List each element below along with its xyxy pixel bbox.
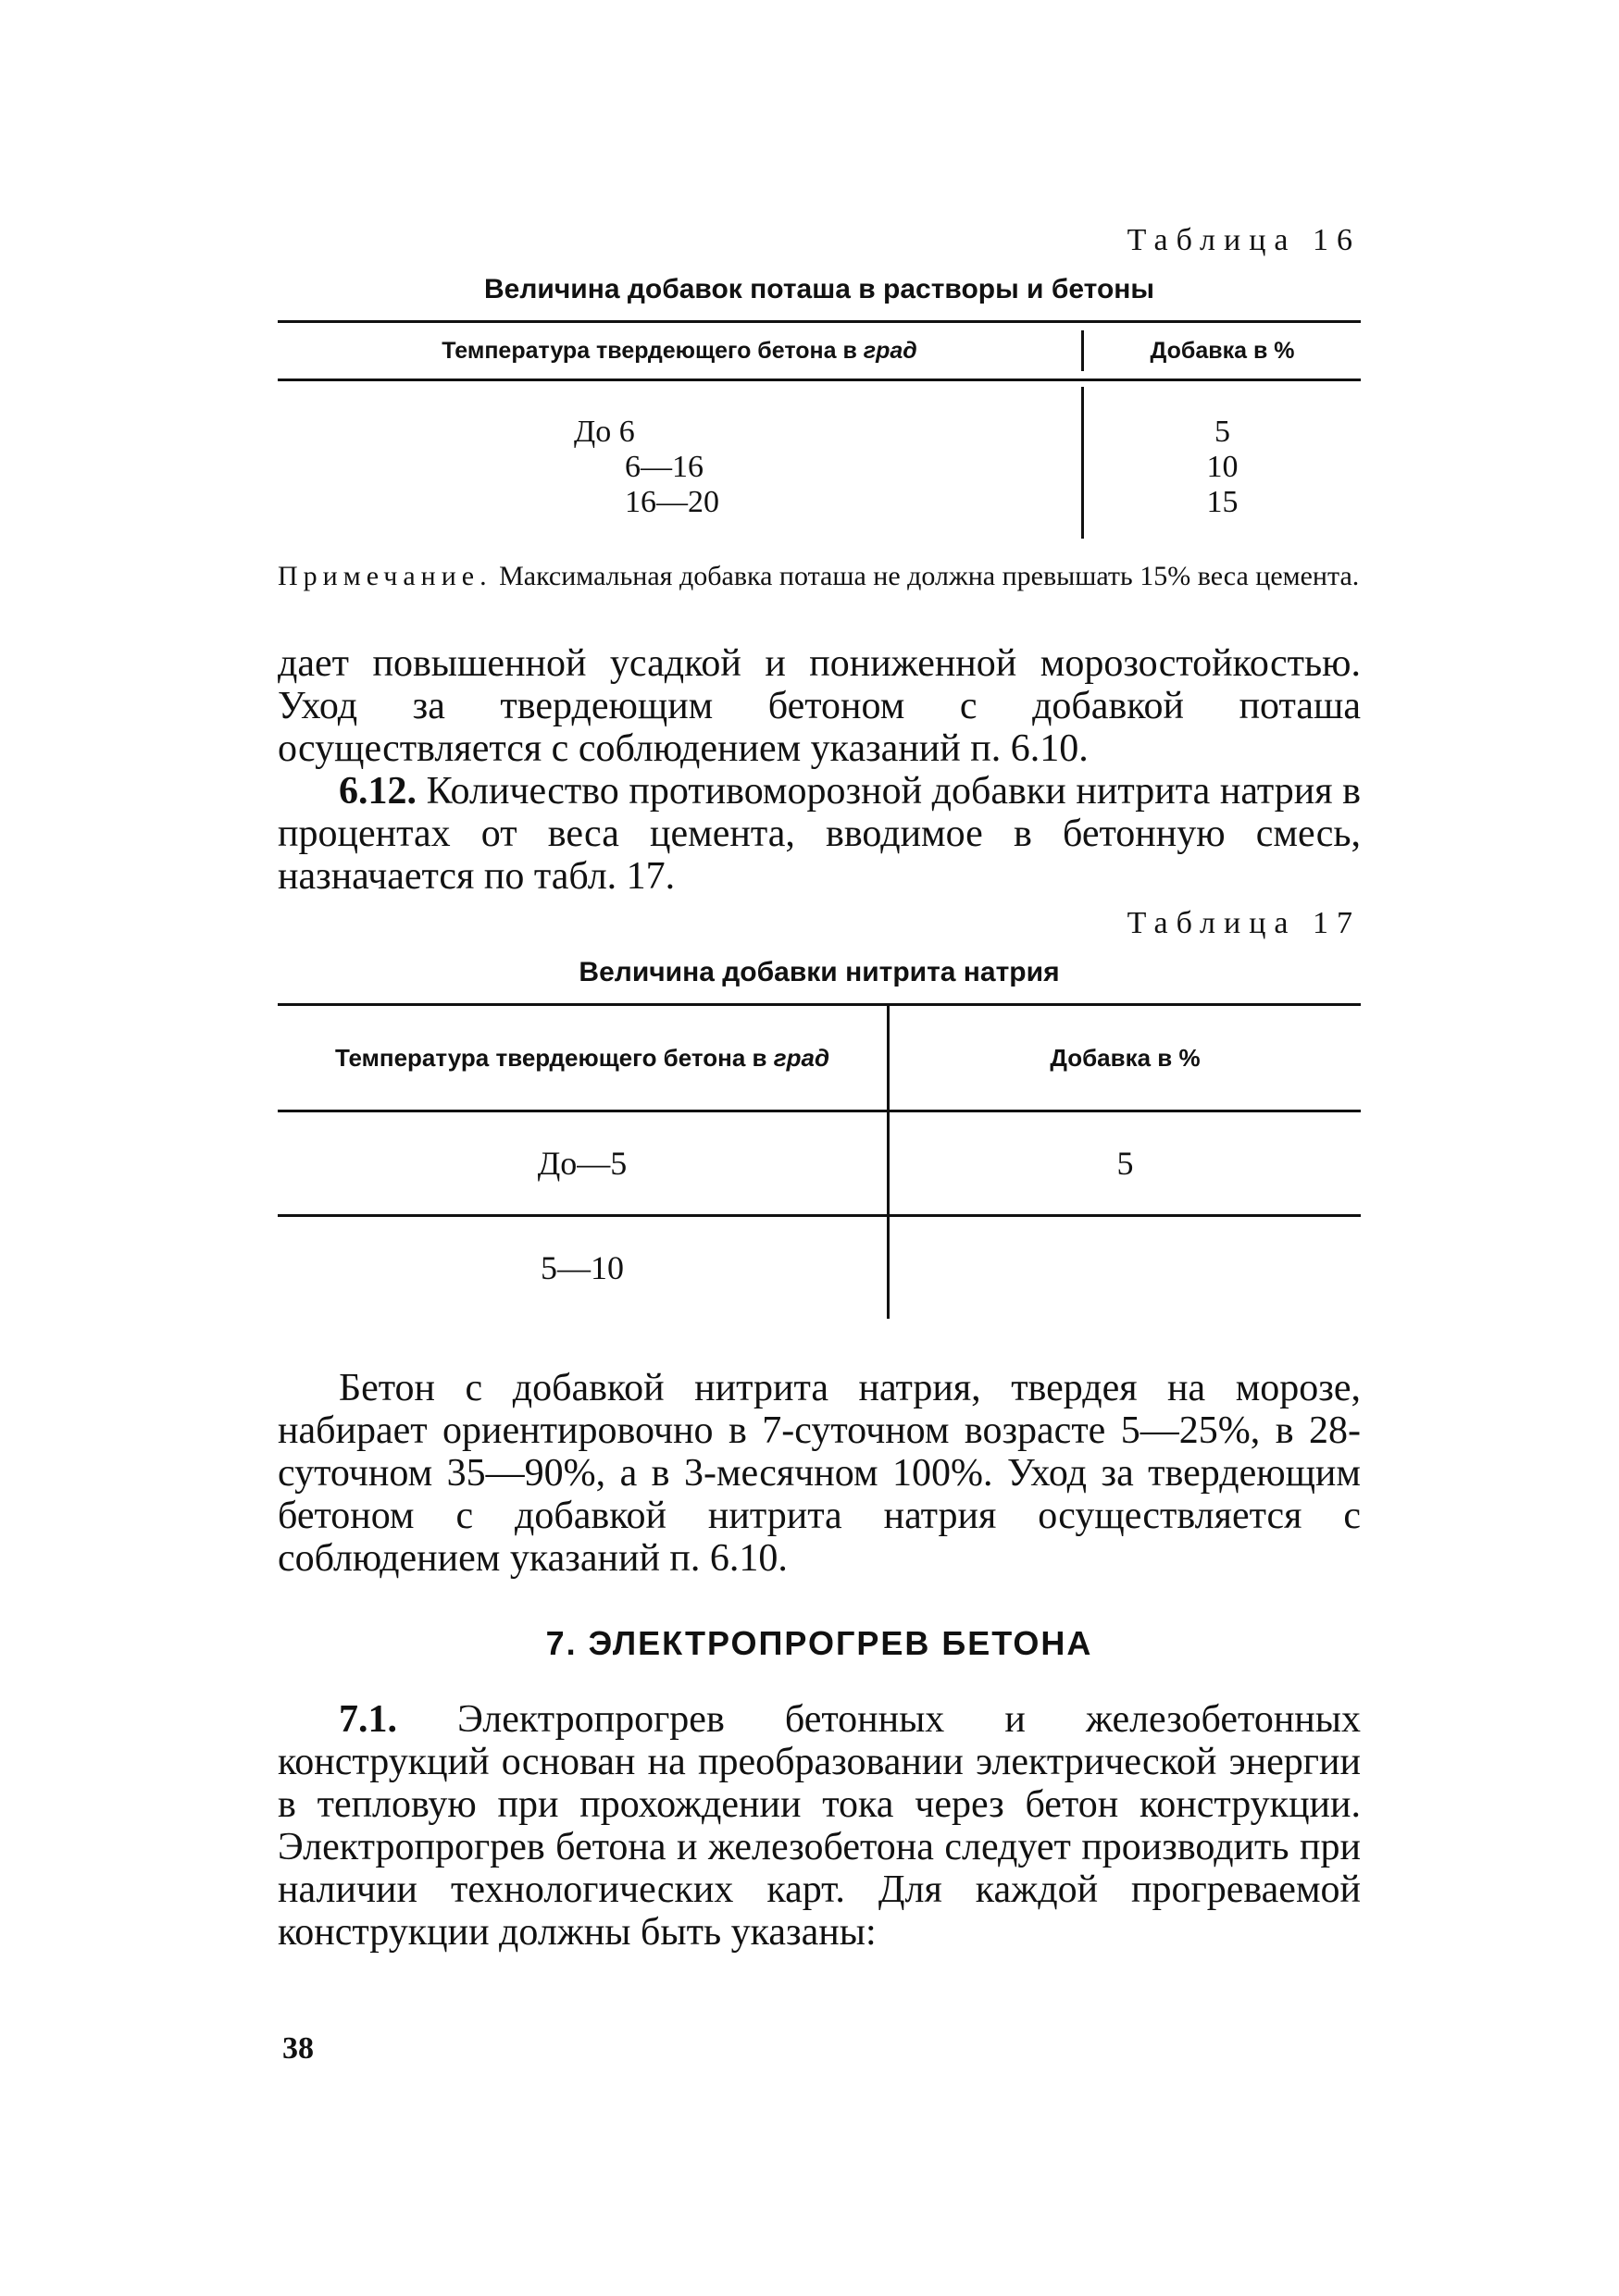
table-row xyxy=(278,1111,1361,1216)
table-row xyxy=(278,1216,1361,1320)
paragraph-7-1-number: 7.1. xyxy=(339,1698,397,1741)
table16-col-temperature xyxy=(278,387,1084,539)
table16-note-text: Максимальная добавка поташа не должна превышать 15% веса цемента. xyxy=(492,561,1360,591)
table16-body xyxy=(278,381,1361,539)
table16-note xyxy=(278,559,1361,594)
paragraph-6-12-text: Количество противоморозной добавки нитрита натрия в процентах от веса цемента, вводимое в бетонную смесь, назначается по табл. 17. xyxy=(278,770,1361,898)
paragraph-7-1-text: Электропрогрев бетонных и железобетонных конструкций основан на преобразовании электрической энергии в тепловую при прохождении тока через бетон конструкции. Электропрогрев бетона и железобетона следует производить при наличии технологических карт. Для каждой прогреваемой конструкции должны быть указаны: xyxy=(278,1698,1361,1954)
table16-label: Таблица 16 xyxy=(1127,223,1361,257)
paragraph-6-12-number: 6.12. xyxy=(339,770,417,813)
table17-cell-add xyxy=(889,1216,1362,1320)
table16-cell-temp: 6—16 xyxy=(625,450,704,484)
table17 xyxy=(278,1003,1361,1319)
section-heading: 7. ЭЛЕКТРОПРОГРЕВ БЕТОНА xyxy=(545,1624,1093,1662)
table16-header xyxy=(278,323,1361,381)
table16-header-temperature xyxy=(278,330,1084,371)
table16-cell-temp: До 6 xyxy=(574,415,635,449)
table16-header-addition: Добавка в % xyxy=(1150,337,1295,364)
table17-header-addition: Добавка в % xyxy=(889,1005,1362,1111)
table16-cell-add: 5 xyxy=(1214,415,1230,449)
table16-title: Величина добавок поташа в растворы и бетоны xyxy=(483,274,1155,304)
table16-col-addition xyxy=(1084,387,1361,539)
paragraph-1: дает повышенной усадкой и пониженной морозостойкостью. Уход за твердеющим бетоном с добавкой поташа осуществляется с соблюдением указаний п. 6.10. xyxy=(278,642,1361,770)
table17-cell-add: 5 xyxy=(889,1111,1362,1216)
table17-header xyxy=(278,1005,1361,1111)
table16-cell-add: 10 xyxy=(1206,450,1239,484)
table17-label: Таблица 17 xyxy=(1127,906,1361,940)
table17-header-temperature xyxy=(278,1005,889,1111)
table17-cell-temp: До—5 xyxy=(278,1111,889,1216)
table17-cell-temp: 5—10 xyxy=(278,1216,889,1320)
table17-title: Величина добавки нитрита натрия xyxy=(579,957,1060,987)
paragraph-6-12 xyxy=(278,770,1361,898)
table16-cell-add: 15 xyxy=(1206,485,1239,519)
table17-header-temperature-unit: град xyxy=(773,1043,830,1072)
table16 xyxy=(278,320,1361,539)
table16-cell-temp: 16—20 xyxy=(625,485,719,519)
paragraph-nitrite: Бетон с добавкой нитрита натрия, твердея на морозе, набирает ориентировочно в 7-суточном возрасте 5—25%, в 28-суточном 35—90%, а в 3-месячном 100%. Уход за твердеющим бетоном с добавкой нитрита натрия осуществляется с соблюдением указаний п. 6.10. xyxy=(278,1367,1361,1580)
table17-header-temperature-text: Температура твердеющего бетона в xyxy=(334,1043,774,1072)
table16-header-temperature-text: Температура твердеющего бетона в xyxy=(442,338,864,364)
page-content xyxy=(278,222,1361,1954)
paragraph-7-1 xyxy=(278,1698,1361,1954)
table16-note-label: Примечание. xyxy=(278,561,492,591)
table16-header-temperature-unit: град xyxy=(863,338,917,364)
page-number: 38 xyxy=(282,2031,314,2066)
